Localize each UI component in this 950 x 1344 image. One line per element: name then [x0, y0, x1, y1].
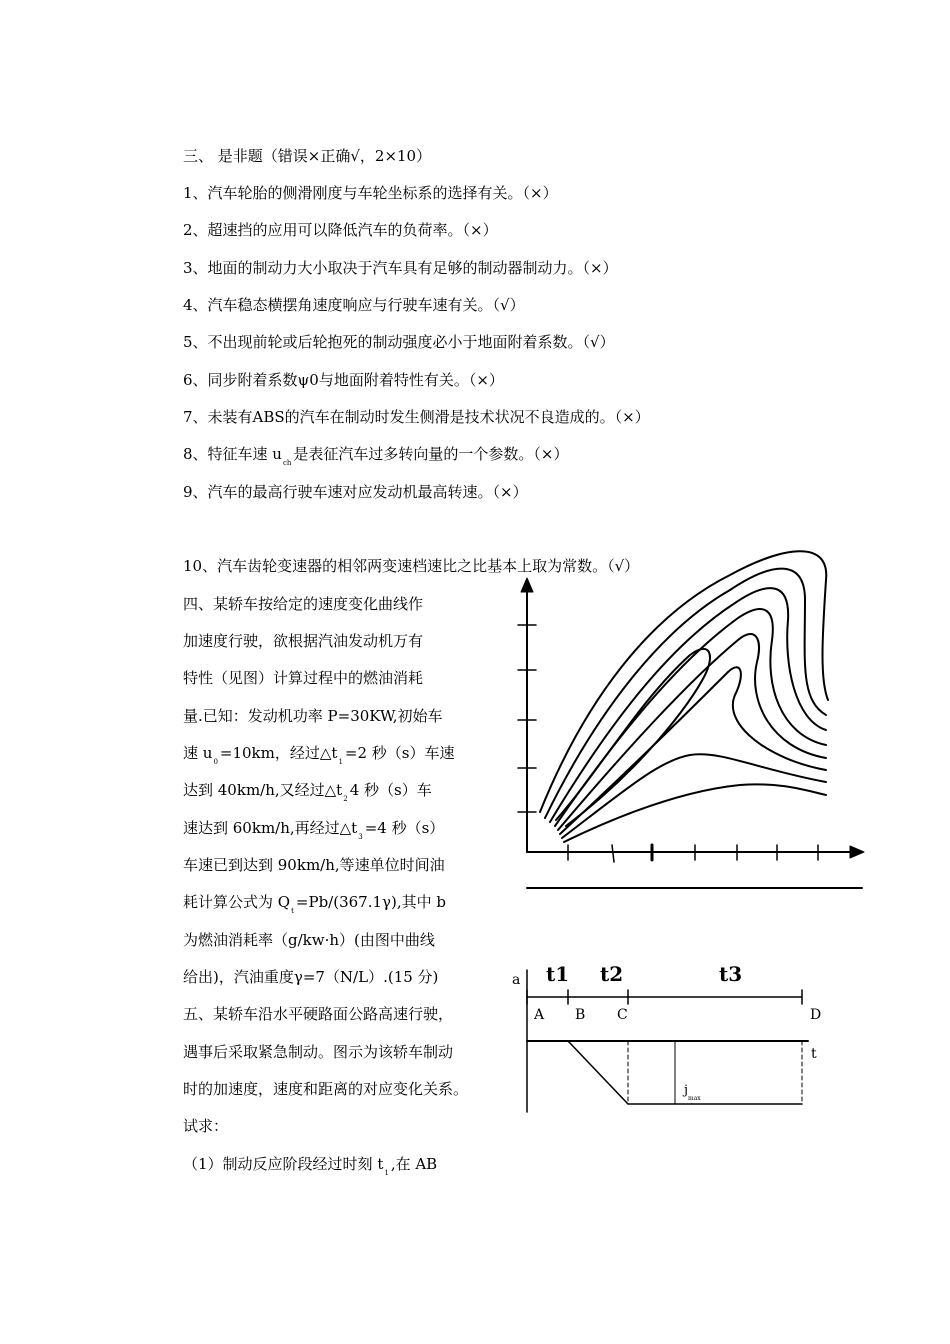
problem4-line-11: 给出)，汽油重度γ=7（N/L）.(15 分): [183, 968, 439, 986]
text: （1）制动反应阶段经过时刻 t: [183, 1155, 384, 1173]
text: 耗计算公式为 Q: [183, 893, 291, 911]
problem4-line-7: [183, 818, 444, 841]
problem4-line-8: 车速已到达到 90km/h,等速单位时间油: [183, 856, 445, 874]
phase-label-t1: t1: [546, 962, 570, 986]
contour-7: [562, 754, 826, 838]
phase-label-t3: t3: [719, 962, 743, 986]
true-false-item-6: 6、同步附着系数ψ0与地面附着特性有关。（×）: [183, 371, 504, 389]
contour-5: [558, 634, 826, 830]
text: 速 u: [183, 744, 213, 762]
text: =4 秒（s）: [364, 819, 445, 837]
text: =10km，经过△t: [219, 744, 338, 762]
contour-8: [564, 784, 826, 842]
item8-post: 是表征汽车过多转向量的一个参数。（×）: [293, 445, 569, 463]
engine-map-y-arrow: [521, 578, 533, 592]
problem4-line-6: [183, 780, 432, 803]
true-false-item-5: 5、不出现前轮或后轮抱死的制动强度必小于地面附着系数。（√）: [183, 333, 615, 351]
text: 速达到 60km/h,再经过△t: [183, 819, 358, 837]
point-label-b: B: [575, 1007, 586, 1023]
subscript: 0: [213, 758, 218, 766]
problem4-line-9: [183, 892, 446, 915]
point-label-d: D: [810, 1007, 822, 1023]
problem4-line-5: [183, 743, 455, 766]
contour-3: [550, 588, 826, 822]
text: =2 秒（s）车速: [344, 744, 455, 762]
true-false-item-1: 1、汽车轮胎的侧滑刚度与车轮坐标系的选择有关。（×）: [183, 184, 558, 202]
problem5-line-1: 五、某轿车沿水平硬路面公路高速行驶，: [183, 1005, 454, 1023]
true-false-item-10: 10、汽车齿轮变速器的相邻两变速档速比之比基本上取为常数。（√）: [183, 557, 640, 575]
contour-4: [555, 609, 826, 826]
engine-map-x-ticks: [568, 845, 818, 862]
contour-2: [545, 569, 826, 818]
text: ,在 AB: [390, 1155, 438, 1173]
true-false-item-7: 7、未装有ABS的汽车在制动时发生侧滑是技术状况不良造成的。（×）: [183, 408, 650, 426]
true-false-item-3: 3、地面的制动力大小取决于汽车具有足够的制动器制动力。（×）: [183, 259, 618, 277]
subscript: t: [291, 907, 294, 915]
problem5-line-3: 时的加速度，速度和距离的对应变化关系。: [183, 1080, 469, 1098]
problem4-line-3: 特性（见图）计算过程中的燃油消耗: [183, 669, 424, 687]
text: 达到 40km/h,又经过△t: [183, 781, 343, 799]
true-false-item-8: [183, 444, 569, 467]
subscript: 2: [343, 795, 348, 803]
jmax-sub: max: [688, 1095, 701, 1102]
point-label-a: A: [534, 1007, 545, 1023]
phase-label-t2: t2: [600, 962, 624, 986]
fuel-consumption-contours: [540, 551, 828, 842]
deceleration-curve: [568, 1041, 802, 1104]
text: =Pb/(367.1γ),其中 b: [295, 893, 446, 911]
engine-map-y-ticks: [518, 625, 536, 812]
problem4-line-10: 为燃油消耗率（g/kw·h）(由图中曲线: [183, 931, 435, 949]
text: 4 秒（s）车: [349, 781, 432, 799]
point-label-c: C: [617, 1007, 628, 1023]
item8-sub: ch: [282, 459, 292, 467]
axis-label-a: a: [512, 972, 521, 988]
item8-pre: 8、特征车速 u: [183, 445, 282, 463]
axis-label-t: t: [811, 1046, 817, 1062]
problem4-line-2: 加速度行驶，欲根据汽油发动机万有: [183, 632, 424, 650]
true-false-item-2: 2、超速挡的应用可以降低汽车的负荷率。（×）: [183, 221, 498, 239]
problem5-line-4: 试求：: [183, 1117, 229, 1135]
true-false-item-9: 9、汽车的最高行驶车速对应发动机最高转速。（×）: [183, 483, 528, 501]
jmax-main: j: [684, 1083, 689, 1098]
true-false-item-4: 4、汽车稳态横摆角速度响应与行驶车速有关。（√）: [183, 296, 525, 314]
problem4-line-1: 四、某轿车按给定的速度变化曲线作: [183, 595, 424, 613]
subscript: 1: [384, 1169, 389, 1177]
contour-inner: [556, 649, 710, 826]
jmax-label: [682, 1083, 701, 1102]
subscript: 1: [338, 758, 343, 766]
problem5-line-2: 遇事后采取紧急制动。图示为该轿车制动: [183, 1043, 454, 1061]
subscript: 3: [358, 833, 363, 841]
problem5-line-5: [183, 1154, 437, 1177]
contour-1: [540, 551, 828, 812]
contour-6: [560, 667, 826, 834]
section3-heading: 三、 是非题（错误×正确√，2×10）: [183, 147, 432, 165]
engine-map-x-arrow: [850, 846, 864, 858]
problem4-line-4: 量.已知：发动机功率 P=30KW,初始车: [183, 707, 443, 725]
